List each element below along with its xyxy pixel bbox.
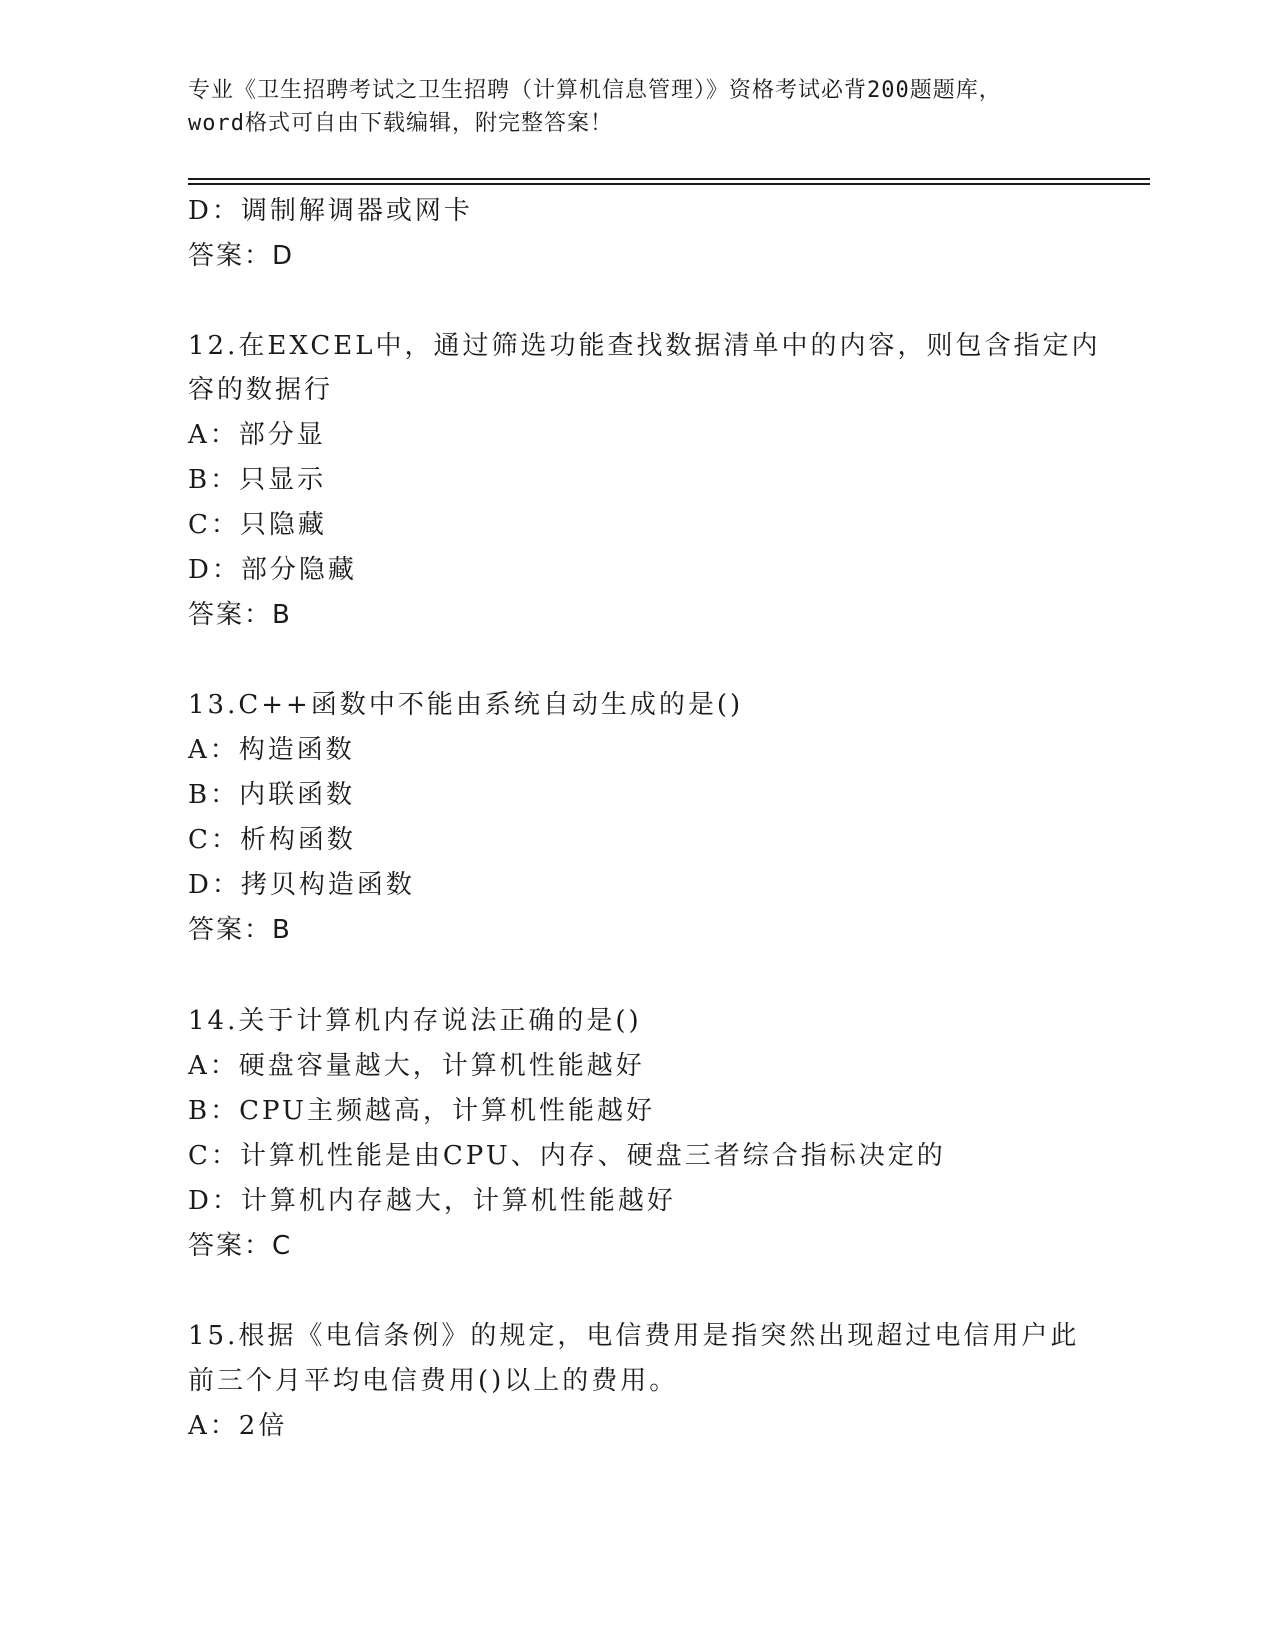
q13-answer: 答案：B: [188, 915, 292, 945]
q12-stem-line-2: 容的数据行: [188, 375, 334, 405]
q14-option-d: D：计算机内存越大，计算机性能越好: [188, 1186, 676, 1216]
document-header: [188, 74, 1108, 140]
q13-stem-line-1: 13.C++函数中不能由系统自动生成的是(): [188, 690, 744, 720]
header-line-2: word格式可自由下载编辑，附完整答案！: [188, 111, 613, 136]
q14-option-c: C：计算机性能是由CPU、内存、硬盘三者综合指标决定的: [188, 1141, 946, 1171]
q15-stem-line-2: 前三个月平均电信费用()以上的费用。: [188, 1366, 679, 1396]
q15-option-a: A：2倍: [188, 1411, 288, 1441]
q14-option-a: A：硬盘容量越大，计算机性能越好: [188, 1051, 645, 1081]
q12-option-a: A：部分显: [188, 420, 326, 450]
q12-option-c: C：只隐藏: [188, 510, 327, 540]
q12-stem-line-1: 12.在EXCEL中，通过筛选功能查找数据清单中的内容，则包含指定内: [188, 331, 1101, 361]
q13-option-d: D：拷贝构造函数: [188, 870, 415, 900]
prev-option-d: D：调制解调器或网卡: [188, 196, 473, 226]
q12-option-d: D：部分隐藏: [188, 555, 357, 585]
header-divider-top: [188, 178, 1150, 180]
header-line-1: 专业《卫生招聘考试之卫生招聘（计算机信息管理）》资格考试必背200题题库，: [188, 78, 1002, 103]
q12-answer: 答案：B: [188, 600, 292, 630]
q14-stem-line-1: 14.关于计算机内存说法正确的是(): [188, 1006, 642, 1036]
q13-option-a: A：构造函数: [188, 735, 355, 765]
q13-option-b: B：内联函数: [188, 780, 356, 810]
prev-answer: 答案：D: [188, 241, 295, 271]
header-divider-bottom: [188, 183, 1150, 185]
q12-option-b: B：只显示: [188, 465, 327, 495]
q14-option-b: B：CPU主频越高，计算机性能越好: [188, 1096, 655, 1126]
q15-stem-line-1: 15.根据《电信条例》的规定，电信费用是指突然出现超过电信用户此: [188, 1321, 1080, 1351]
q13-option-c: C：析构函数: [188, 825, 356, 855]
q14-answer: 答案：C: [188, 1231, 293, 1261]
